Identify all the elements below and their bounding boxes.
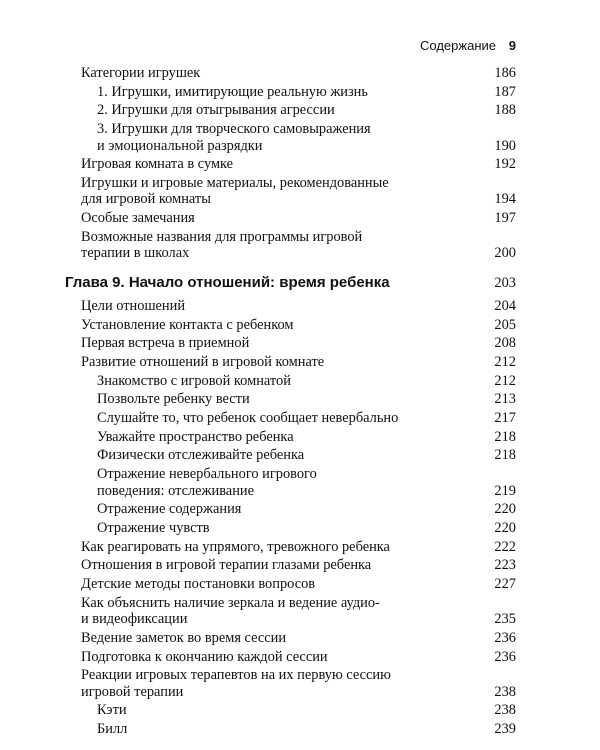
- toc-subentry: [0, 520, 600, 537]
- toc-page-number: 212: [494, 353, 516, 370]
- running-head: [0, 38, 600, 56]
- toc-entry: [0, 539, 600, 556]
- toc-subentry: [0, 410, 600, 427]
- toc-page-number: 238: [494, 702, 516, 719]
- toc-page-number: 208: [494, 335, 516, 352]
- toc-entry-title-line: Ведение заметок во время сессии: [81, 629, 287, 646]
- toc-entry: [0, 649, 600, 666]
- toc-page-number: 192: [494, 156, 516, 173]
- toc-subentry: [0, 501, 600, 518]
- toc-entry: [0, 175, 600, 208]
- toc-page-number: 197: [494, 210, 516, 227]
- toc-page-number: 223: [494, 557, 516, 574]
- toc-page-number: 220: [494, 501, 516, 518]
- toc-page-number: 218: [494, 447, 516, 464]
- toc-entry-title-line: Отражение невербального игрового: [97, 466, 317, 482]
- toc-entry-title-line: Глава 9. Начало отношений: время ребенка: [65, 273, 390, 291]
- toc-page-number: 227: [494, 575, 516, 592]
- toc-subentry: [0, 429, 600, 446]
- toc-entry-title-line: Уважайте пространство ребенка: [97, 428, 294, 445]
- toc-subentry: [0, 391, 600, 408]
- toc-page-number: 239: [494, 721, 516, 738]
- toc-page-number: 218: [494, 428, 516, 445]
- running-head-title: Содержание: [420, 38, 496, 53]
- toc-entry: [0, 210, 600, 227]
- toc-entry: [0, 630, 600, 647]
- toc-entry-title-line: Детские методы постановки вопросов: [81, 575, 316, 592]
- toc-entry-title-line: поведения: отслеживание: [97, 482, 254, 499]
- toc-entry: [0, 156, 600, 173]
- toc-entry: [0, 335, 600, 352]
- toc-entry: [0, 229, 600, 262]
- toc-page-number: 205: [494, 316, 516, 333]
- toc-entry-title-line: Игрушки и игровые материалы, рекомендованные: [81, 174, 389, 191]
- toc-page-number: 187: [494, 83, 516, 100]
- toc-page-number: 217: [494, 409, 516, 426]
- toc-entry: [0, 65, 600, 82]
- toc-subentry: [0, 721, 600, 738]
- toc-subentry: [0, 447, 600, 464]
- toc-subentry: [0, 84, 600, 101]
- toc-entry-title-line: для игровой комнаты: [81, 191, 211, 208]
- toc-entry: [0, 667, 600, 700]
- toc-page-number: 236: [494, 629, 516, 646]
- toc-page-number: 220: [494, 519, 516, 536]
- toc-subentry: [0, 466, 600, 499]
- toc-page-number: 204: [494, 297, 516, 314]
- toc-entry-title-line: 2. Игрушки для отыгрывания агрессии: [97, 102, 335, 119]
- toc-page-number: 186: [494, 65, 516, 81]
- toc-entry-title-line: Реакции игровых терапевтов на их первую сессию: [81, 667, 391, 684]
- toc-subentry: [0, 373, 600, 390]
- toc-entry-title-line: Установление контакта с ребенком: [81, 316, 294, 333]
- toc-entry-title-line: Возможные названия для программы игровой: [81, 228, 363, 245]
- toc-entry-title-line: Слушайте то, что ребенок сообщает невербально: [97, 409, 399, 426]
- toc-entry-title-line: Кэти: [97, 702, 127, 719]
- toc-entry-title-line: Первая встреча в приемной: [81, 335, 250, 352]
- toc-page-number: 190: [494, 137, 516, 154]
- toc-subentry: [0, 702, 600, 719]
- toc-entry-title-line: Знакомство с игровой комнатой: [97, 372, 291, 389]
- toc-page-number: 238: [494, 683, 516, 700]
- toc-entry: [0, 576, 600, 593]
- toc-entry: [0, 317, 600, 334]
- toc-entry-title-line: и видеофиксации: [81, 611, 188, 628]
- toc-entry-title-line: Отражение содержания: [97, 501, 242, 518]
- toc-entry-title-line: Особые замечания: [81, 210, 195, 227]
- toc-page-number: 188: [494, 102, 516, 119]
- toc-entry-title-line: Билл: [97, 721, 128, 738]
- toc-page-number: 200: [494, 245, 516, 262]
- toc-entry-title-line: Развитие отношений в игровой комнате: [81, 353, 325, 370]
- toc-entry: [0, 595, 600, 628]
- toc-entry-title-line: Позвольте ребенку вести: [97, 391, 250, 408]
- toc-entry-title-line: и эмоциональной разрядки: [97, 137, 263, 154]
- toc-page-number: 203: [494, 274, 516, 291]
- toc-entry-title-line: Отношения в игровой терапии глазами ребенка: [81, 557, 372, 574]
- toc-entry: [0, 298, 600, 315]
- toc-entry-title-line: 1. Игрушки, имитирующие реальную жизнь: [97, 83, 368, 100]
- toc-subentry: [0, 121, 600, 154]
- toc-entry-title-line: терапии в школах: [81, 245, 190, 262]
- toc-entry-title-line: Отражение чувств: [97, 519, 210, 536]
- toc-page-number: 219: [494, 482, 516, 499]
- toc-entry-title-line: 3. Игрушки для творческого самовыражения: [97, 121, 371, 138]
- toc-entry-title-line: Как объяснить наличие зеркала и ведение аудио-: [81, 594, 380, 611]
- table-of-contents: [0, 65, 600, 740]
- toc-entry: [0, 354, 600, 371]
- toc-page-number: 213: [494, 391, 516, 408]
- toc-page-number: 236: [494, 648, 516, 665]
- running-head-page-number: 9: [508, 38, 516, 53]
- toc-page-number: 212: [494, 372, 516, 389]
- toc-entry-title-line: Игровая комната в сумке: [81, 156, 234, 173]
- toc-subentry: [0, 102, 600, 119]
- toc-entry-title-line: Физически отслеживайте ребенка: [97, 447, 305, 464]
- toc-entry-title-line: игровой терапии: [81, 683, 184, 700]
- toc-entry-title-line: Категории игрушек: [81, 65, 201, 81]
- toc-entry: [0, 557, 600, 574]
- toc-page-number: 194: [494, 191, 516, 208]
- toc-entry-title-line: Цели отношений: [81, 297, 186, 314]
- toc-entry-title-line: Как реагировать на упрямого, тревожного ребенка: [81, 538, 390, 555]
- chapter-heading: [0, 274, 600, 292]
- toc-entry-title-line: Подготовка к окончанию каждой сессии: [81, 648, 328, 665]
- toc-page-number: 222: [494, 538, 516, 555]
- toc-page-number: 235: [494, 611, 516, 628]
